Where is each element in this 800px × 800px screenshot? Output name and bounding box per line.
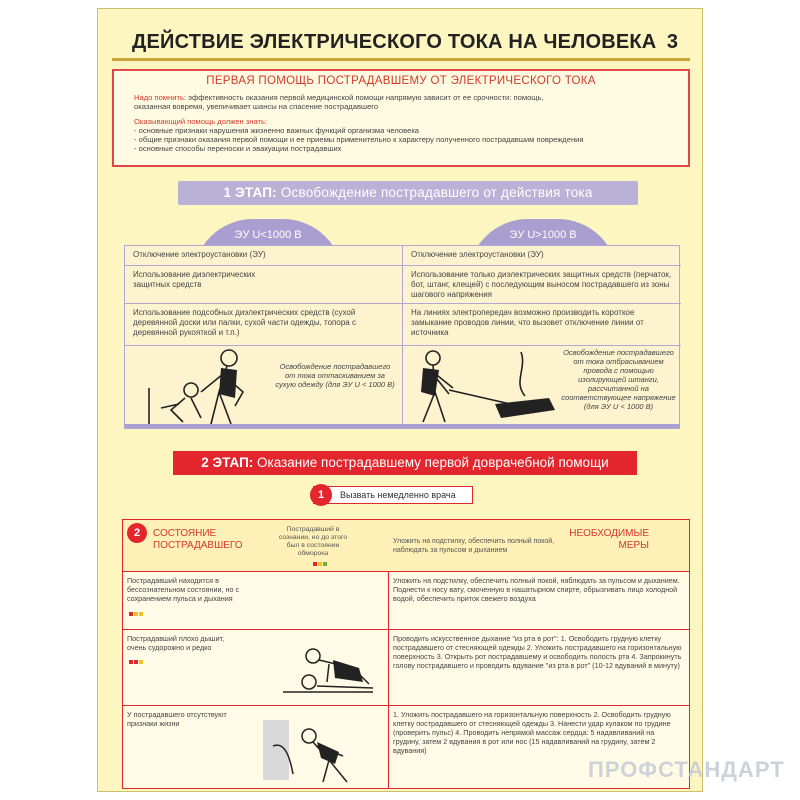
stage1-title: Освобождение пострадавшего от действия тока <box>276 185 593 200</box>
stage2-banner <box>173 451 637 475</box>
poster <box>97 8 785 792</box>
must-know-item-1: - основные признаки нарушения жизненно важных функций организма человека <box>134 126 420 135</box>
must-know-label: Оказывающий помощь должен знать: <box>134 117 268 126</box>
measure-1: Уложить на подстилку, обеспечить полный покой, наблюдать за пульсом и дыханием. Поднести к носу вату, смоченную в нашатырном спирте, обрызгивать лицо холодной водой, обеспечить приток свежего воздуха <box>393 576 680 603</box>
drag-rescue-illustration <box>131 348 261 426</box>
remember-text-2: оказанная вовремя, увеличивает шансы на спасение пострадавшего <box>134 102 379 111</box>
condition-3: У пострадавшего отсутствуют признаки жизни <box>127 710 227 728</box>
low-voltage-row-3: Использование подсобных диэлектрических средств (сухой деревянной доски или палки, сухой части одежды, топора с деревянной рукояткой и т.п.) <box>125 304 402 346</box>
rescue-breathing-illustration <box>273 638 383 700</box>
measures-header: НЕОБХОДИМЫЕ МЕРЫ <box>569 528 649 551</box>
stage2-title: Оказание пострадавшему первой доврачебной помощи <box>253 455 609 470</box>
condition-table-header <box>123 520 689 572</box>
watermark: ПРОФСТАНДАРТ <box>588 757 785 782</box>
stage2-number: 2 ЭТАП: <box>201 455 254 470</box>
page-number: 3 <box>666 31 678 53</box>
first-measure: Уложить на подстилку, обеспечить полный покой, наблюдать за пульсом и дыханием <box>393 538 555 554</box>
high-voltage-row-3: На линиях электропередач возможно производить короткое замыкание проводов линии, что вызовет отключение линии от источника <box>403 304 681 346</box>
remember-line <box>134 93 544 102</box>
must-know-item-3: - основные способы переноски и эвакуации пострадавших <box>134 144 342 153</box>
low-voltage-label: ЭУ U<1000 В <box>234 229 302 241</box>
condition-row-2 <box>123 630 689 706</box>
call-doctor-step <box>313 486 473 504</box>
low-voltage-caption: Освобождение пострадавшего от тока оттаскиванием за сухую одежду (для ЭУ U < 1000 В) <box>275 362 395 389</box>
measure-3: 1. Уложить пострадавшего на горизонтальную поверхность 2. Освободить грудную клетку пострадавшего от стесняющей одежды 3. Нанести удар кулаком по грудине (проверить пульс) 4. Проводить непрямой массаж сердца: 5 надавливаний на грудину, затем 2 вдувания в рот или нос (15 надавливаний на грудину, затем 2 вдувания) <box>393 710 671 755</box>
must-know-item-2: - общие признаки оказания первой помощи и ее приемы применительно к характеру полученного пострадавшим повреждения <box>134 135 584 144</box>
measure-2: Проводить искусственное дыхание "из рта в рот": 1. Освободить грудную клетку пострадавшего от стесняющей одежды 2. Уложить пострадавшего на горизонтальную поверхность 3. Открыть рот пострадавшему и освободить полость рта 4. Запрокинуть голову пострадавшего и проводить вдувание "из рта в рот" (10-12 вдуваний в минуту) <box>393 634 682 670</box>
intro-title: ПЕРВАЯ ПОМОЩЬ ПОСТРАДАВШЕМУ ОТ ЭЛЕКТРИЧЕСКОГО ТОКА <box>206 75 596 87</box>
remember-label: Надо помнить: <box>134 93 187 102</box>
condition-measures-table <box>122 519 690 789</box>
high-voltage-row-2: Использование только диэлектрических защитных средств (перчаток, бот, штанг, клещей) с последующим выносом пострадавшего из зоны шагового напряжения <box>403 266 681 304</box>
high-voltage-caption: Освобождение пострадавшего от тока отбрасыванием провода с помощью изолирующей штанги, рассчитанной на соответствующее напряжение (для ЭУ U < 1000 В) <box>561 348 676 411</box>
poster-header <box>112 19 690 61</box>
page-title: ДЕЙСТВИЕ ЭЛЕКТРИЧЕСКОГО ТОКА НА ЧЕЛОВЕКА <box>132 31 657 53</box>
high-voltage-column <box>403 246 681 428</box>
stage1-bottom-strip <box>125 424 679 428</box>
severity-indicator-2 <box>129 612 143 616</box>
condition-row-1 <box>123 572 689 630</box>
remember-text-1: эффективность оказания первой медицинской помощи напрямую зависит от ее срочности: помощь, <box>186 93 544 102</box>
call-doctor-text: Вызвать немедленно врача <box>340 490 456 500</box>
stage1-banner <box>178 181 638 205</box>
step-1-badge: 1 <box>310 484 332 506</box>
condition-2: Пострадавший плохо дышит, очень судорожно и редко <box>127 634 225 652</box>
first-condition: Пострадавший в сознании, но до этого был в состоянии обморока <box>278 526 348 557</box>
stage1-number: 1 ЭТАП: <box>223 185 277 200</box>
insulating-rod-illustration <box>409 348 559 426</box>
low-voltage-column <box>125 246 403 428</box>
high-voltage-row-1: Отключение электроустановки (ЭУ) <box>403 246 681 266</box>
cpr-illustration <box>243 712 383 786</box>
low-voltage-row-2: Использование диэлектрических защитных средств <box>125 266 402 304</box>
high-voltage-label: ЭУ U>1000 В <box>509 229 577 241</box>
stage1-table <box>124 245 680 429</box>
first-aid-intro-box <box>112 69 690 167</box>
step-2-badge: 2 <box>127 523 147 543</box>
condition-1: Пострадавший находится в бессознательном состоянии, но с сохранением пульса и дыхания <box>127 576 240 603</box>
condition-header: СОСТОЯНИЕ ПОСТРАДАВШЕГО <box>153 528 243 551</box>
severity-indicator-3 <box>129 660 143 664</box>
low-voltage-row-1: Отключение электроустановки (ЭУ) <box>125 246 402 266</box>
severity-indicator-1 <box>313 562 327 566</box>
